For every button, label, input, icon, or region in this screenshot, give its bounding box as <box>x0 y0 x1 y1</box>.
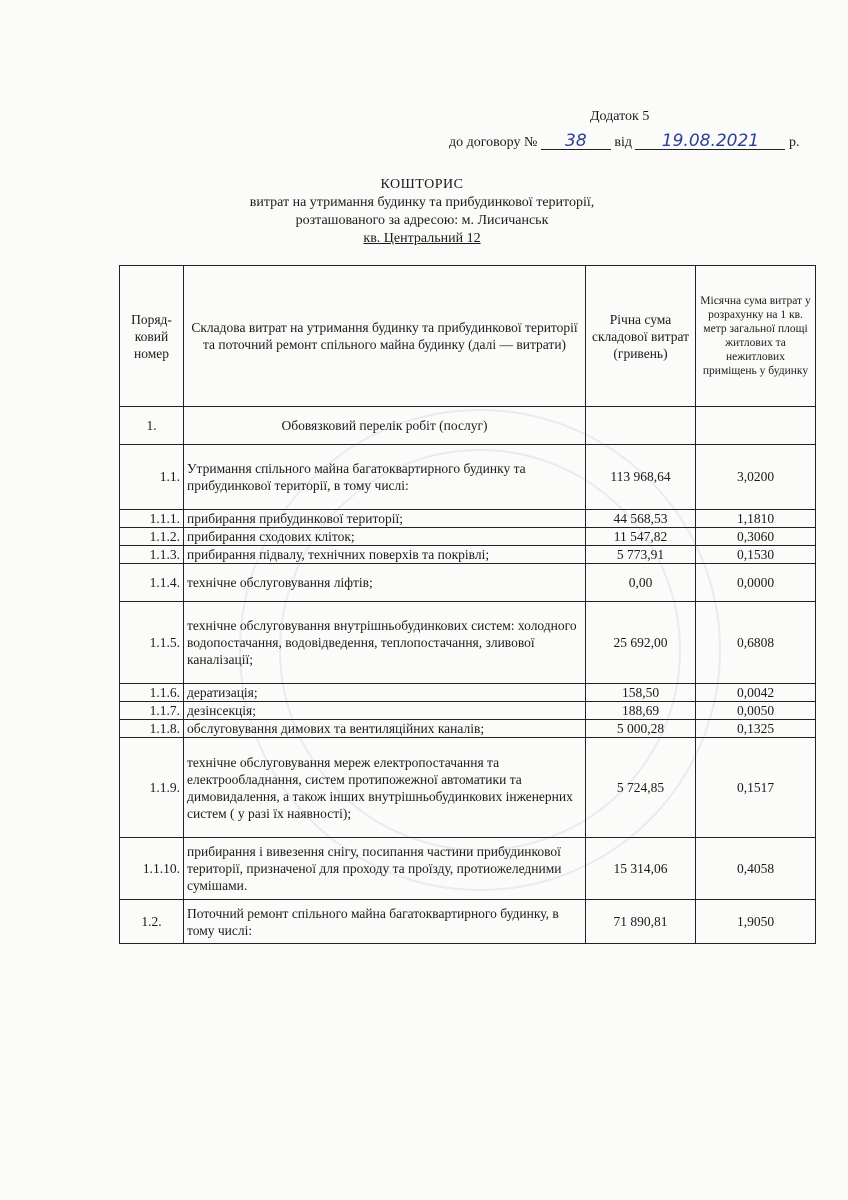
row-num: 1.2. <box>120 900 184 944</box>
row-monthly: 0,6808 <box>696 602 816 684</box>
title-line-1: витрат на утримання будинку та прибудинкової території, <box>249 195 595 210</box>
row-desc: Обовязковий перелік робіт (послуг) <box>184 407 586 445</box>
addendum-label: Додаток 5 <box>590 109 650 124</box>
contract-date: 19.08.2021 <box>635 133 785 150</box>
row-num: 1.1.10. <box>120 838 184 900</box>
row-desc: прибирання сходових кліток; <box>184 528 586 546</box>
title-line-2: розташованого за адресою: м. Лисичанськ <box>295 213 549 228</box>
contract-number: 38 <box>541 133 611 150</box>
row-desc: прибирання прибудинкової території; <box>184 510 586 528</box>
row-desc: Утримання спільного майна багатоквартирного будинку та прибудинкової території, в тому числі: <box>184 445 586 510</box>
table-row <box>120 720 816 738</box>
row-annual: 15 314,06 <box>586 838 696 900</box>
row-monthly: 0,1325 <box>696 720 816 738</box>
table-header-row <box>120 266 816 407</box>
row-monthly: 0,1530 <box>696 546 816 564</box>
row-num: 1.1.8. <box>120 720 184 738</box>
row-monthly: 0,3060 <box>696 528 816 546</box>
row-desc: обслуговування димових та вентиляційних каналів; <box>184 720 586 738</box>
row-monthly: 3,0200 <box>696 445 816 510</box>
row-num: 1.1.9. <box>120 738 184 838</box>
row-annual: 11 547,82 <box>586 528 696 546</box>
title-address: кв. Центральний 12 <box>363 231 481 246</box>
header-desc: Складова витрат на утримання будинку та прибудинкової території та поточний ремонт спільного майна будинку (далі — витрати) <box>184 266 586 407</box>
table-row <box>120 445 816 510</box>
table-row <box>120 838 816 900</box>
row-monthly: 0,0000 <box>696 564 816 602</box>
row-annual: 0,00 <box>586 564 696 602</box>
table-row <box>120 738 816 838</box>
row-monthly: 0,0042 <box>696 684 816 702</box>
row-annual: 25 692,00 <box>586 602 696 684</box>
row-annual: 44 568,53 <box>586 510 696 528</box>
table-row <box>120 407 816 445</box>
row-desc: прибирання і вивезення снігу, посипання частини прибудинкової території, призначеної для проходу та проїзду, протиожеледними сумішами. <box>184 838 586 900</box>
row-desc: дезінсекція; <box>184 702 586 720</box>
table-row <box>120 602 816 684</box>
document-title <box>222 176 622 248</box>
row-desc: технічне обслуговування внутрішньобудинкових систем: холодного водопостачання, водовідведення, теплопостачання, зливової каналізації; <box>184 602 586 684</box>
header-annual: Річна сума складової витрат (гривень) <box>586 266 696 407</box>
row-monthly: 1,9050 <box>696 900 816 944</box>
row-num: 1.1.4. <box>120 564 184 602</box>
row-monthly: 1,1810 <box>696 510 816 528</box>
date-suffix: р. <box>788 135 800 150</box>
row-annual: 71 890,81 <box>586 900 696 944</box>
row-num: 1.1.7. <box>120 702 184 720</box>
table-row <box>120 546 816 564</box>
row-desc: дератизація; <box>184 684 586 702</box>
title-main: КОШТОРИС <box>380 177 464 192</box>
row-annual: 5 000,28 <box>586 720 696 738</box>
date-prefix: від <box>614 135 632 150</box>
row-num: 1.1.2. <box>120 528 184 546</box>
row-desc: технічне обслуговування ліфтів; <box>184 564 586 602</box>
table-row <box>120 564 816 602</box>
row-monthly: 0,0050 <box>696 702 816 720</box>
row-monthly: 0,4058 <box>696 838 816 900</box>
estimate-table <box>119 265 816 944</box>
contract-prefix: до договору № <box>449 135 538 150</box>
row-num: 1.1.5. <box>120 602 184 684</box>
row-desc: прибирання підвалу, технічних поверхів та покрівлі; <box>184 546 586 564</box>
row-desc: Поточний ремонт спільного майна багатоквартирного будинку, в тому числі: <box>184 900 586 944</box>
row-monthly <box>696 407 816 445</box>
row-annual: 5 724,85 <box>586 738 696 838</box>
row-annual: 113 968,64 <box>586 445 696 510</box>
row-annual <box>586 407 696 445</box>
table-row <box>120 684 816 702</box>
row-desc: технічне обслуговування мереж електропостачання та електрообладнання, систем протипожежної автоматики та димовидалення, а також інших внутрішньобудинкових інженерних систем ( у разі їх наявності); <box>184 738 586 838</box>
row-num: 1.1.3. <box>120 546 184 564</box>
table-row <box>120 528 816 546</box>
table-row <box>120 702 816 720</box>
row-annual: 5 773,91 <box>586 546 696 564</box>
contract-reference <box>449 133 799 151</box>
row-monthly: 0,1517 <box>696 738 816 838</box>
row-num: 1.1.1. <box>120 510 184 528</box>
row-annual: 188,69 <box>586 702 696 720</box>
table-row <box>120 900 816 944</box>
header-monthly: Місячна сума витрат у розрахунку на 1 кв. метр загальної площі житлових та нежитлових приміщень у будинку <box>696 266 816 407</box>
row-num: 1. <box>120 407 184 445</box>
row-num: 1.1. <box>120 445 184 510</box>
table-row <box>120 510 816 528</box>
row-annual: 158,50 <box>586 684 696 702</box>
header-num: Поряд-ковий номер <box>120 266 184 407</box>
row-num: 1.1.6. <box>120 684 184 702</box>
